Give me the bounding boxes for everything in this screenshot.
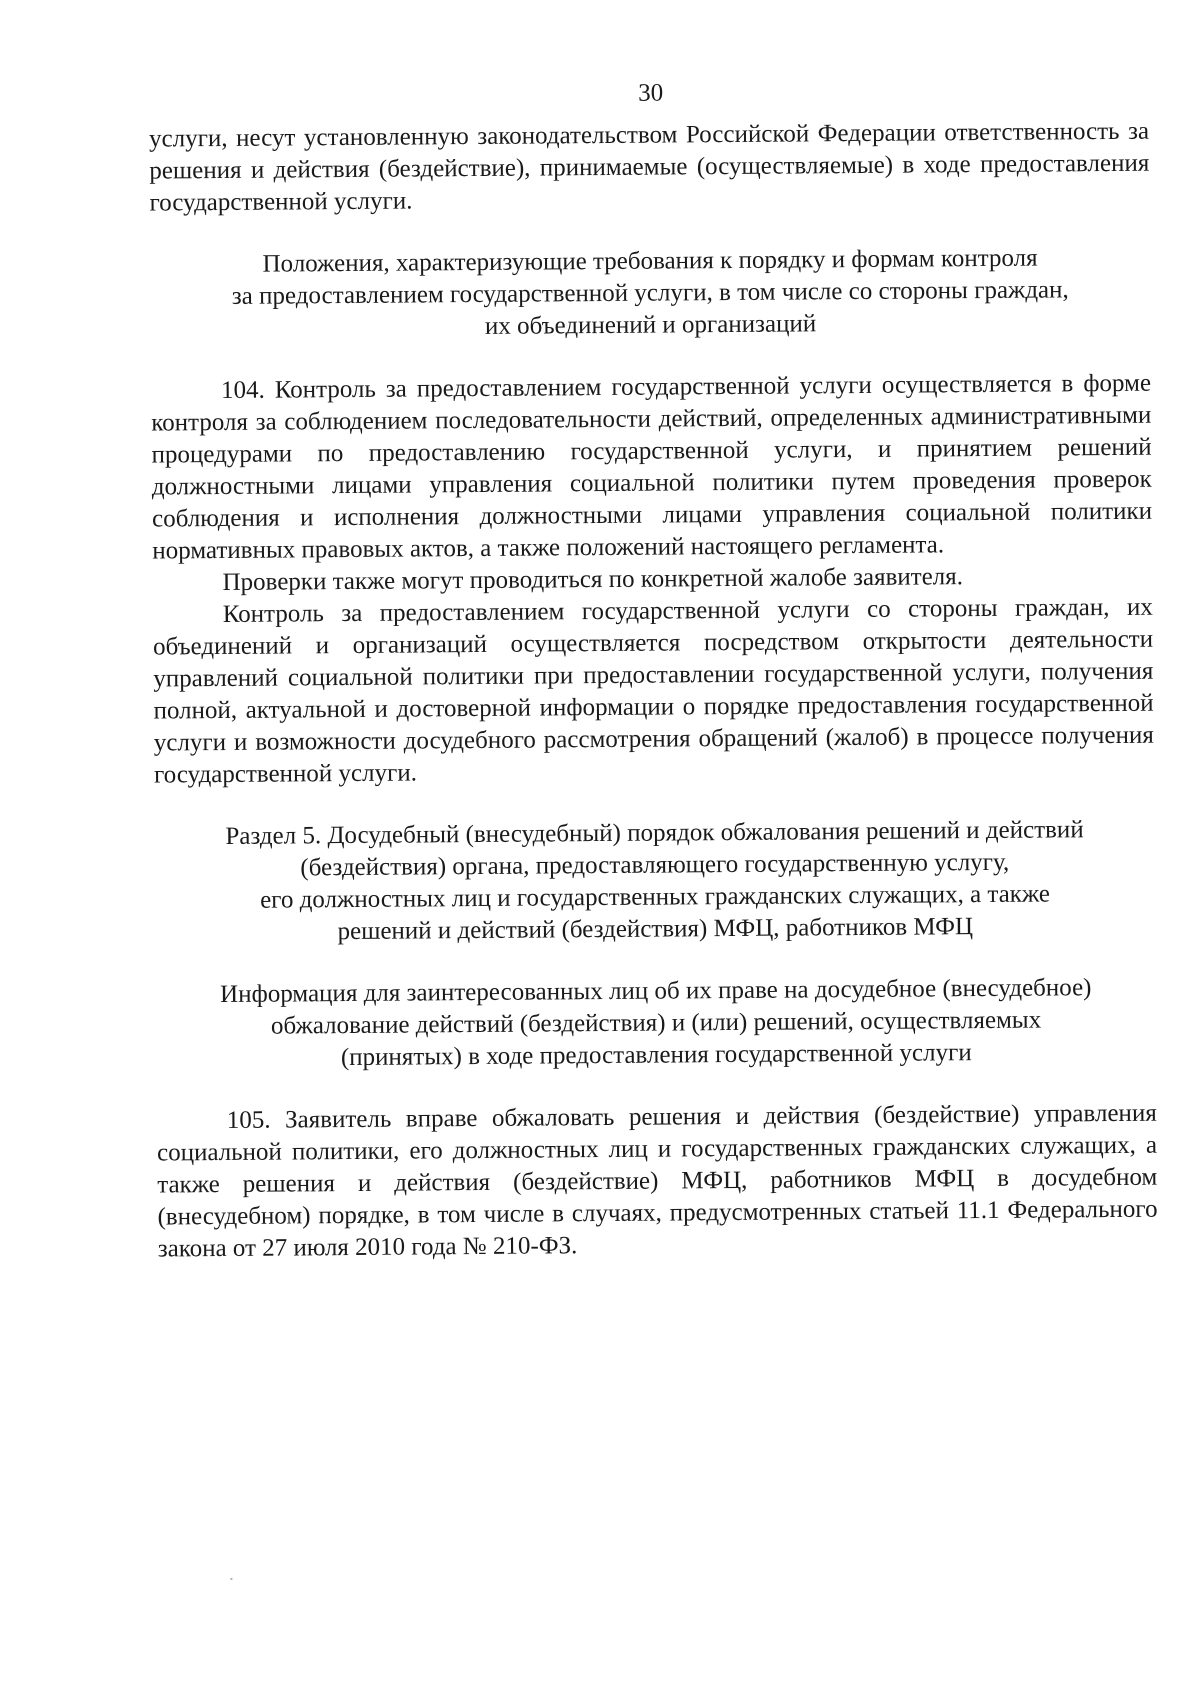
heading-section-5-line: его должностных лиц и государственных гражданских служащих, а также bbox=[260, 880, 1051, 914]
heading-info-line: (принятых) в ходе предоставления государственной услуги bbox=[340, 1039, 972, 1072]
document-body bbox=[149, 116, 1158, 1266]
heading-control-line: Положения, характеризующие требования к порядку и формам контроля bbox=[262, 244, 1038, 278]
heading-section-5-line: Раздел 5. Досудебный (внесудебный) порядок обжалования решений и действий bbox=[225, 816, 1084, 850]
heading-section-5 bbox=[154, 814, 1155, 950]
heading-info bbox=[156, 972, 1157, 1076]
heading-section-5-line: (бездействия) органа, предоставляющего государственную услугу, bbox=[300, 848, 1010, 882]
heading-section-5-line: решений и действий (бездействия) МФЦ, работников МФЦ bbox=[337, 913, 974, 946]
scan-speck bbox=[230, 1578, 232, 1580]
heading-info-line: обжалование действий (бездействия) и (или) решений, осуществляемых bbox=[270, 1006, 1042, 1040]
heading-control bbox=[150, 242, 1151, 346]
intro-paragraph: услуги, несут установленную законодательством Российской Федерации ответственность за решения и действия (бездействие), принимаемые (осуществляемые) в ходе предоставления государственной услуги. bbox=[148, 117, 1150, 217]
paragraph-citizens: Контроль за предоставлением государственной услуги со стороны граждан, их объединений и организаций осуществляется посредством открытости деятельности управлений социальной политики при предоставлении государственной услуги, получения полной, актуальной и достоверной информации о порядке предоставления государственной услуги и возможности досудебного рассмотрения обращений (жалоб) в процессе получения государственной услуги. bbox=[152, 593, 1154, 789]
page-number: 30 bbox=[638, 79, 664, 107]
paragraph-104: 104. Контроль за предоставлением государственной услуги осуществляется в форме контроля за соблюдением последовательности действий, определенных административными процедурами по предоставлению государственной услуги, и принятием решений должностными лицами управления социальной политики путем проведения проверок соблюдения и исполнения должностными лицами управления социальной политики нормативных правовых актов, а также положений настоящего регламента. bbox=[151, 369, 1153, 565]
heading-control-line: их объединений и организаций bbox=[484, 310, 817, 340]
heading-info-line: Информация для заинтересованных лиц об их праве на досудебное (внесудебное) bbox=[220, 974, 1092, 1009]
paragraph-105: 105. Заявитель вправе обжаловать решения и действия (бездействие) управления социальной политики, его должностных лиц и государственных гражданских служащих, а также решения и действия (бездействие) МФЦ, работников МФЦ в досудебном (внесудебном) порядке, в том числе в случаях, предусмотренных статьей 11.1 Федерального закона от 27 июля 2010 года № 210-ФЗ. bbox=[156, 1099, 1158, 1263]
heading-control-line: за предоставлением государственной услуги, в том числе со стороны граждан, bbox=[231, 276, 1069, 310]
paragraph-checks: Проверки также могут проводиться по конкретной жалобе заявителя. bbox=[222, 563, 964, 596]
